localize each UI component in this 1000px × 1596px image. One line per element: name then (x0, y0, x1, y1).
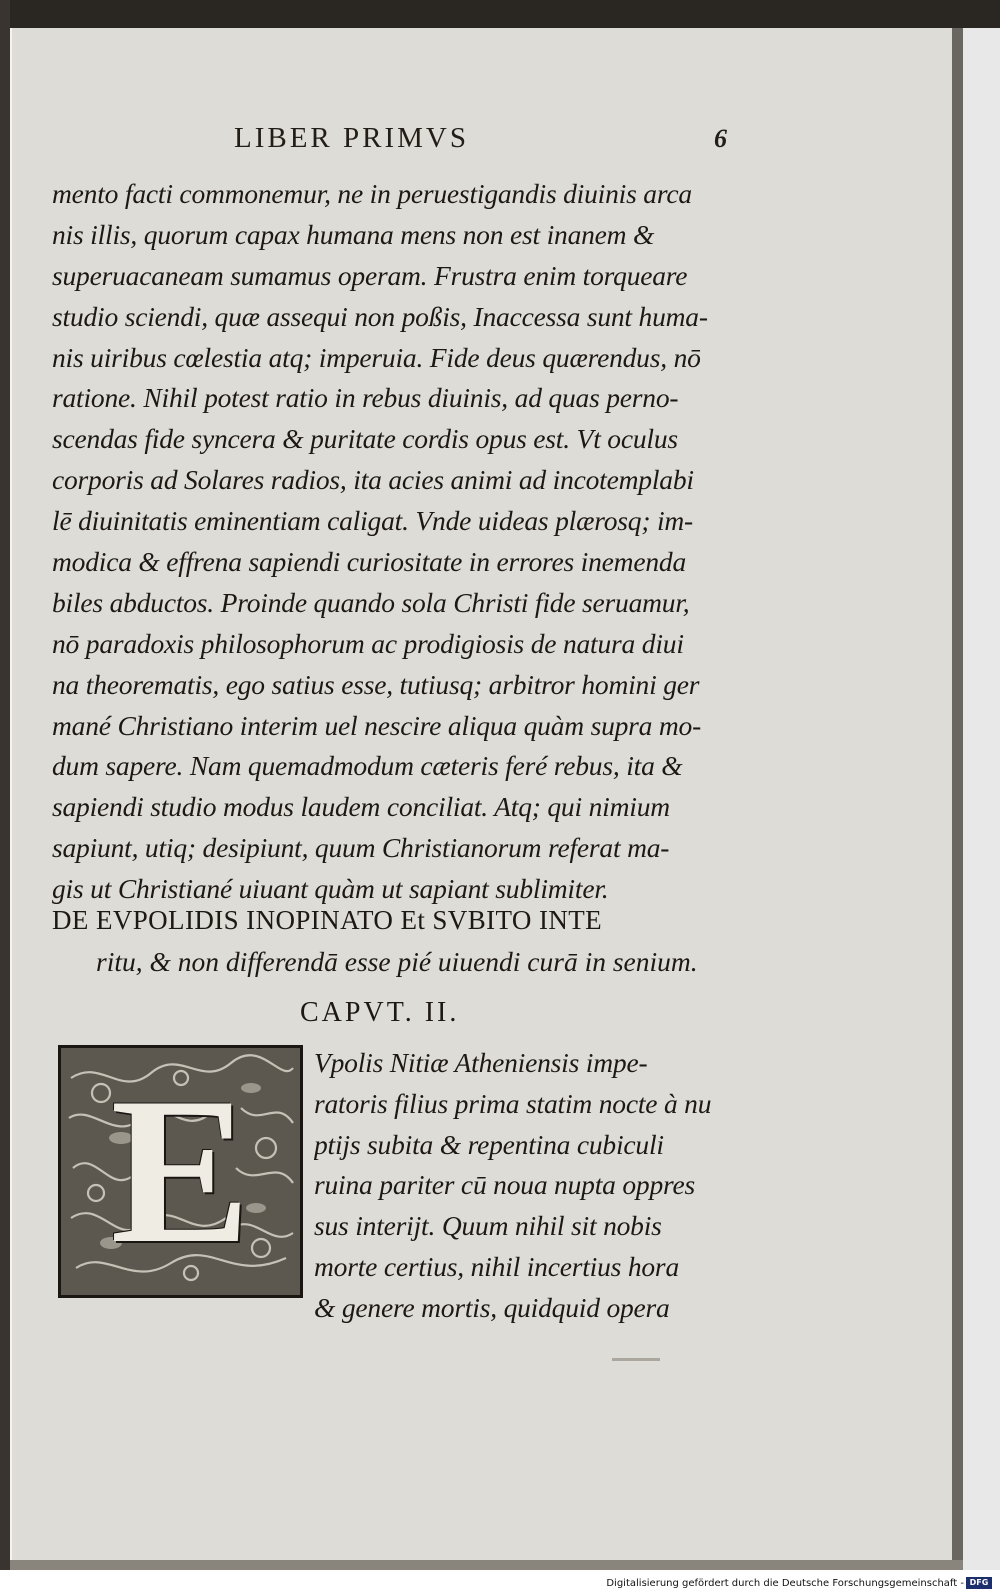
scan-left-band (0, 0, 10, 1596)
funding-credit: Digitalisierung gefördert durch die Deutsche Forschungsgemeinschaft - (606, 1578, 964, 1589)
text-line: ratoris filius prima statim nocte à nu (314, 1087, 712, 1119)
scan-top-band (0, 0, 1000, 28)
text-line: corporis ad Solares radios, ita acies animi ad incotemplabi (52, 464, 694, 496)
initial-letter: E (110, 1055, 251, 1287)
body-text (52, 174, 742, 910)
text-line: nis uiribus cœlestia atq; imperuia. Fide deus quærendus, nō (52, 341, 701, 373)
page-edge-shadow (952, 28, 963, 1566)
text-line: nis illis, quorum capax humana mens non est inanem & (52, 218, 655, 250)
running-head: LIBER PRIMVS (234, 122, 470, 154)
text-line: sus interijt. Quum nihil sit nobis (314, 1210, 662, 1242)
text-line: superuacaneam sumamus operam. Frustra enim torqueare (52, 259, 688, 291)
text-line: gis ut Christiané uiuant quàm ut sapiant sublimiter. (52, 873, 609, 905)
text-line: biles abductos. Proinde quando sola Christi fide seruamur, (52, 586, 690, 618)
section-heading: DE EVPOLIDIS INOPINATO Et SVBITO INTE (52, 905, 603, 935)
chapter-title: CAPVT. II. (300, 997, 460, 1028)
text-line: ruina pariter cū noua nupta oppres (314, 1169, 695, 1201)
scan-right-margin (963, 28, 1000, 1596)
text-line: morte certius, nihil incertius hora (314, 1250, 679, 1282)
text-line: mento facti commonemur, ne in peruestigandis diuinis arca (52, 178, 692, 209)
text-line: scendas fide syncera & puritate cordis opus est. Vt oculus (52, 423, 678, 455)
text-line: modica & effrena sapiendi curiositate in errores inemenda (52, 546, 686, 578)
ink-smudge (612, 1358, 660, 1361)
text-line: ratione. Nihil potest ratio in rebus diuinis, ad quas perno- (52, 382, 679, 414)
text-line: sapiendi studio modus laudem conciliat. Atq; qui nimium (52, 791, 670, 823)
text-line: dum sapere. Nam quemadmodum cæteris feré rebus, ita & (52, 750, 683, 782)
text-line: studio sciendi, quæ assequi non poßis, Inaccessa sunt huma- (52, 300, 708, 332)
page-number: 6 (714, 124, 727, 153)
text-line: sapiunt, utiq; desipiunt, quum Christianorum referat ma- (52, 832, 670, 864)
text-line: na theorematis, ego satius esse, tutiusq; arbitror homini ger (52, 668, 700, 700)
text-line: lē diuinitatis eminentiam caligat. Vnde uideas plærosq; im- (52, 505, 694, 537)
chapter-text (314, 1043, 744, 1329)
page-bottom-edge (10, 1560, 963, 1570)
text-line: & genere mortis, quidquid opera (314, 1291, 670, 1323)
text-line: mané Christiano interim uel nescire aliqua quàm supra mo- (52, 709, 702, 741)
text-line: Vpolis Nitiæ Atheniensis impe- (314, 1047, 648, 1078)
text-line: nō paradoxis philosophorum ac prodigiosis de natura diui (52, 627, 684, 659)
dfg-logo-icon[interactable]: DFG (966, 1577, 992, 1589)
text-line: ptijs subita & repentina cubiculi (314, 1128, 664, 1160)
section-heading-continuation: ritu, & non differendā esse pié uiuendi curā in senium. (96, 946, 698, 977)
decorated-initial (58, 1045, 303, 1298)
